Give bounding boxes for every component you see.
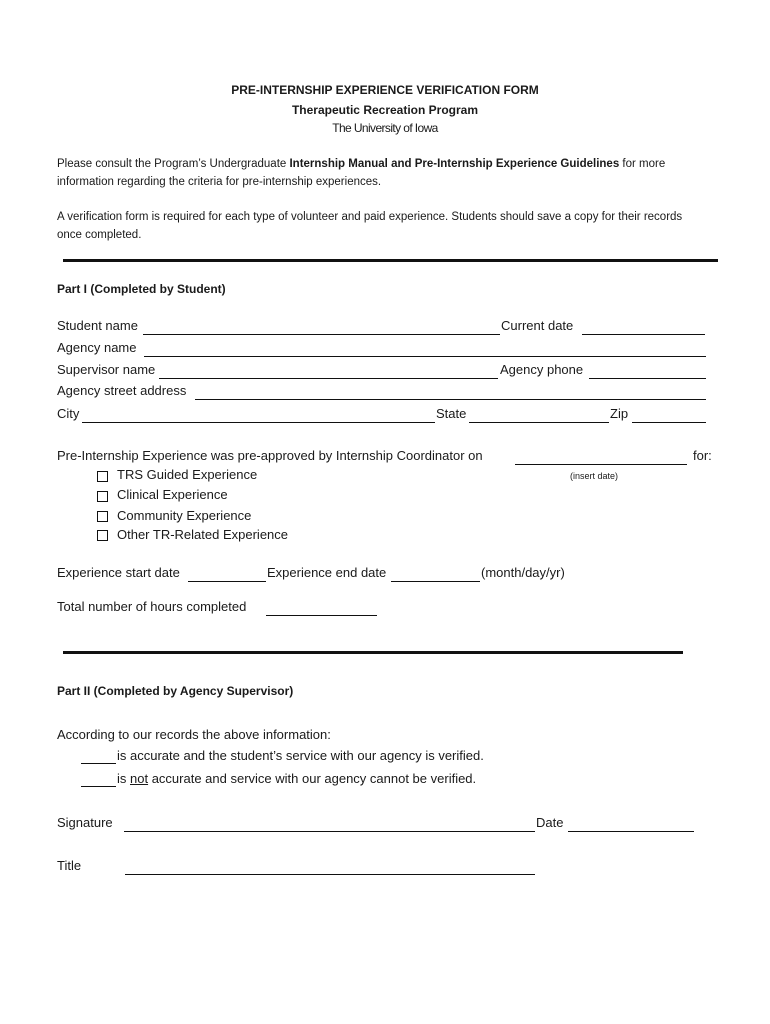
university-name: The University of Iowa [332,121,438,135]
section-divider-2 [63,651,683,654]
supervisor-name-label: Supervisor name [57,362,156,377]
agency-street-label: Agency street address [57,383,187,398]
student-name-label: Student name [57,318,138,333]
end-date-field[interactable] [391,581,480,582]
checkbox-trs-guided[interactable] [97,471,108,482]
agency-street-field[interactable] [195,399,706,400]
checkbox-community[interactable] [97,511,108,522]
intro-paragraph-2: A verification form is required for each type of volunteer and paid experience. Students should save a copy for their records once completed. [57,211,683,241]
preapproved-date-field[interactable] [515,464,687,465]
checkbox-other-tr[interactable] [97,530,108,541]
part2-heading: Part II (Completed by Agency Supervisor) [57,684,294,698]
student-name-field[interactable] [143,334,500,335]
current-date-label: Current date [501,318,574,333]
date-format-hint: (month/day/yr) [481,565,565,580]
not-accurate-suffix: accurate and service with our agency cannot be verified. [148,771,477,786]
state-label: State [436,406,467,421]
current-date-field[interactable] [582,334,705,335]
intro-paragraph-1 [57,155,717,191]
not-accurate-emphasis: not [130,771,149,786]
not-accurate-statement [117,771,476,786]
start-date-field[interactable] [188,581,266,582]
intro-p1-text-end: for more information regarding the criteria for pre-internship experiences. [57,158,666,188]
title-label: Title [57,858,82,873]
signature-label: Signature [57,815,113,830]
not-accurate-prefix: is [117,771,130,786]
option-trs-guided: TRS Guided Experience [117,467,258,482]
intro-p1-bold: Internship Manual and Pre-Internship Experience Guidelines [289,158,620,170]
for-label: for: [693,448,712,463]
insert-date-hint: (insert date) [570,471,619,481]
total-hours-field[interactable] [266,615,377,616]
supervisor-name-field[interactable] [159,378,498,379]
city-field[interactable] [82,422,435,423]
preapproved-label: Pre-Internship Experience was pre-approved by Internship Coordinator on [57,448,483,463]
form-title: PRE-INTERNSHIP EXPERIENCE VERIFICATION FORM [231,83,539,97]
option-other-tr: Other TR-Related Experience [117,527,289,542]
agency-phone-field[interactable] [589,378,706,379]
signature-date-field[interactable] [568,831,694,832]
zip-field[interactable] [632,422,706,423]
total-hours-label: Total number of hours completed [57,599,247,614]
not-accurate-check-field[interactable] [81,786,116,787]
start-date-label: Experience start date [57,565,180,580]
agency-phone-label: Agency phone [500,362,584,377]
agency-name-field[interactable] [144,356,706,357]
option-clinical: Clinical Experience [117,487,228,502]
signature-date-label: Date [536,815,564,830]
accurate-statement: is accurate and the student’s service with our agency is verified. [117,748,484,763]
intro-p1-text: Please consult the Program’s Undergraduate [57,158,290,170]
section-divider-1 [63,259,718,262]
records-intro: According to our records the above information: [57,727,331,742]
part1-heading: Part I (Completed by Student) [57,282,226,296]
agency-name-label: Agency name [57,340,137,355]
program-name: Therapeutic Recreation Program [291,103,479,117]
title-field[interactable] [125,874,535,875]
zip-label: Zip [610,406,629,421]
end-date-label: Experience end date [267,565,387,580]
state-field[interactable] [469,422,609,423]
signature-field[interactable] [124,831,535,832]
checkbox-clinical[interactable] [97,491,108,502]
city-label: City [57,406,80,421]
option-community: Community Experience [117,508,252,523]
accurate-check-field[interactable] [81,763,116,764]
